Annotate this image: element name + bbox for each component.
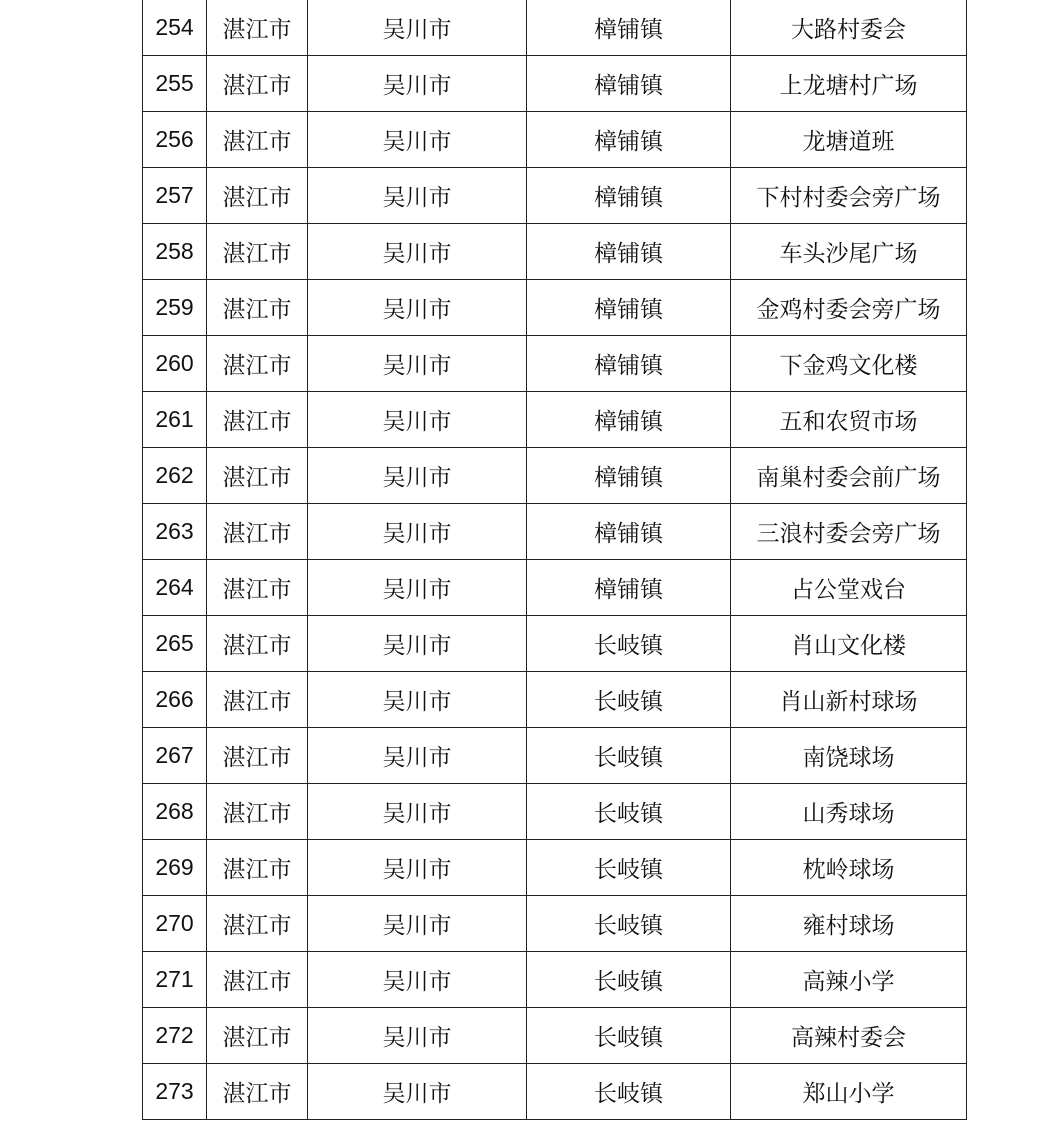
county-cell: 吴川市 (308, 616, 527, 672)
town-cell: 樟铺镇 (527, 224, 731, 280)
city-cell: 湛江市 (207, 224, 308, 280)
row-number-cell: 273 (143, 1064, 207, 1120)
site-name-cell: 南巢村委会前广场 (731, 448, 967, 504)
site-name-cell: 肖山文化楼 (731, 616, 967, 672)
table-row (143, 504, 967, 560)
site-table-body (143, 0, 967, 1120)
county-cell: 吴川市 (308, 896, 527, 952)
site-name-cell: 南饶球场 (731, 728, 967, 784)
county-cell: 吴川市 (308, 168, 527, 224)
table-row (143, 112, 967, 168)
town-cell: 长岐镇 (527, 616, 731, 672)
county-cell: 吴川市 (308, 0, 527, 56)
city-cell: 湛江市 (207, 504, 308, 560)
site-name-cell: 高辣村委会 (731, 1008, 967, 1064)
row-number-cell: 272 (143, 1008, 207, 1064)
county-cell: 吴川市 (308, 336, 527, 392)
town-cell: 长岐镇 (527, 1008, 731, 1064)
row-number-cell: 256 (143, 112, 207, 168)
town-cell: 樟铺镇 (527, 168, 731, 224)
county-cell: 吴川市 (308, 728, 527, 784)
site-name-cell: 郑山小学 (731, 1064, 967, 1120)
county-cell: 吴川市 (308, 392, 527, 448)
table-row (143, 224, 967, 280)
table-row (143, 1064, 967, 1120)
site-name-cell: 枕岭球场 (731, 840, 967, 896)
county-cell: 吴川市 (308, 280, 527, 336)
row-number-cell: 269 (143, 840, 207, 896)
city-cell: 湛江市 (207, 896, 308, 952)
town-cell: 樟铺镇 (527, 56, 731, 112)
row-number-cell: 268 (143, 784, 207, 840)
site-name-cell: 车头沙尾广场 (731, 224, 967, 280)
town-cell: 樟铺镇 (527, 112, 731, 168)
city-cell: 湛江市 (207, 784, 308, 840)
table-row (143, 448, 967, 504)
town-cell: 樟铺镇 (527, 504, 731, 560)
town-cell: 樟铺镇 (527, 560, 731, 616)
town-cell: 长岐镇 (527, 1064, 731, 1120)
table-row (143, 952, 967, 1008)
town-cell: 长岐镇 (527, 784, 731, 840)
site-name-cell: 下村村委会旁广场 (731, 168, 967, 224)
city-cell: 湛江市 (207, 1008, 308, 1064)
city-cell: 湛江市 (207, 336, 308, 392)
town-cell: 长岐镇 (527, 952, 731, 1008)
county-cell: 吴川市 (308, 504, 527, 560)
site-name-cell: 龙塘道班 (731, 112, 967, 168)
row-number-cell: 266 (143, 672, 207, 728)
row-number-cell: 271 (143, 952, 207, 1008)
site-name-cell: 三浪村委会旁广场 (731, 504, 967, 560)
row-number-cell: 263 (143, 504, 207, 560)
city-cell: 湛江市 (207, 672, 308, 728)
town-cell: 长岐镇 (527, 728, 731, 784)
county-cell: 吴川市 (308, 952, 527, 1008)
table-row (143, 784, 967, 840)
county-cell: 吴川市 (308, 224, 527, 280)
city-cell: 湛江市 (207, 280, 308, 336)
table-row (143, 280, 967, 336)
table-row (143, 616, 967, 672)
table-row (143, 0, 967, 56)
site-name-cell: 肖山新村球场 (731, 672, 967, 728)
town-cell: 樟铺镇 (527, 0, 731, 56)
city-cell: 湛江市 (207, 0, 308, 56)
county-cell: 吴川市 (308, 784, 527, 840)
county-cell: 吴川市 (308, 1008, 527, 1064)
county-cell: 吴川市 (308, 56, 527, 112)
county-cell: 吴川市 (308, 840, 527, 896)
city-cell: 湛江市 (207, 168, 308, 224)
table-row (143, 896, 967, 952)
town-cell: 樟铺镇 (527, 280, 731, 336)
table-row (143, 672, 967, 728)
county-cell: 吴川市 (308, 448, 527, 504)
county-cell: 吴川市 (308, 1064, 527, 1120)
county-cell: 吴川市 (308, 112, 527, 168)
table-row (143, 840, 967, 896)
county-cell: 吴川市 (308, 560, 527, 616)
site-name-cell: 山秀球场 (731, 784, 967, 840)
site-name-cell: 高辣小学 (731, 952, 967, 1008)
city-cell: 湛江市 (207, 1064, 308, 1120)
row-number-cell: 259 (143, 280, 207, 336)
row-number-cell: 261 (143, 392, 207, 448)
town-cell: 长岐镇 (527, 896, 731, 952)
city-cell: 湛江市 (207, 840, 308, 896)
site-name-cell: 上龙塘村广场 (731, 56, 967, 112)
row-number-cell: 262 (143, 448, 207, 504)
row-number-cell: 270 (143, 896, 207, 952)
site-name-cell: 五和农贸市场 (731, 392, 967, 448)
town-cell: 樟铺镇 (527, 336, 731, 392)
county-cell: 吴川市 (308, 672, 527, 728)
town-cell: 长岐镇 (527, 672, 731, 728)
row-number-cell: 257 (143, 168, 207, 224)
city-cell: 湛江市 (207, 952, 308, 1008)
site-name-cell: 大路村委会 (731, 0, 967, 56)
row-number-cell: 255 (143, 56, 207, 112)
table-row (143, 336, 967, 392)
town-cell: 长岐镇 (527, 840, 731, 896)
table-row (143, 56, 967, 112)
row-number-cell: 258 (143, 224, 207, 280)
table-row (143, 1008, 967, 1064)
table-row (143, 392, 967, 448)
table-row (143, 168, 967, 224)
row-number-cell: 264 (143, 560, 207, 616)
site-name-cell: 雍村球场 (731, 896, 967, 952)
row-number-cell: 260 (143, 336, 207, 392)
city-cell: 湛江市 (207, 112, 308, 168)
row-number-cell: 254 (143, 0, 207, 56)
city-cell: 湛江市 (207, 448, 308, 504)
row-number-cell: 265 (143, 616, 207, 672)
table-row (143, 560, 967, 616)
city-cell: 湛江市 (207, 560, 308, 616)
site-table (142, 0, 967, 1120)
city-cell: 湛江市 (207, 728, 308, 784)
site-name-cell: 占公堂戏台 (731, 560, 967, 616)
town-cell: 樟铺镇 (527, 392, 731, 448)
table-row (143, 728, 967, 784)
city-cell: 湛江市 (207, 392, 308, 448)
site-name-cell: 金鸡村委会旁广场 (731, 280, 967, 336)
town-cell: 樟铺镇 (527, 448, 731, 504)
city-cell: 湛江市 (207, 616, 308, 672)
city-cell: 湛江市 (207, 56, 308, 112)
row-number-cell: 267 (143, 728, 207, 784)
site-name-cell: 下金鸡文化楼 (731, 336, 967, 392)
